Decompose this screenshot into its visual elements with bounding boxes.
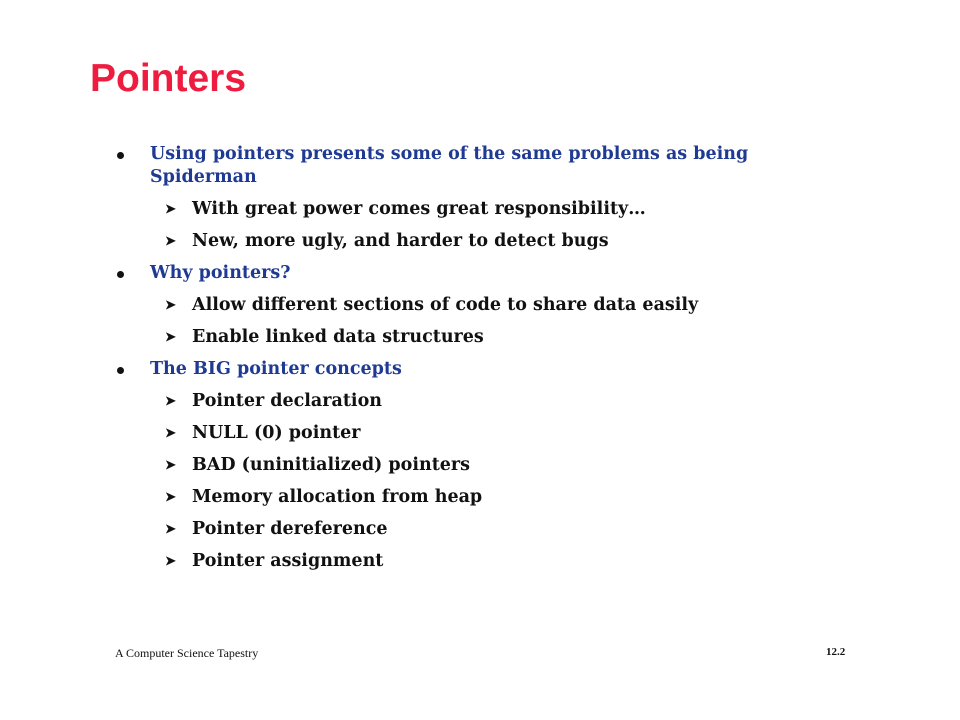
- arrowhead-bullet-icon: ➤: [165, 394, 176, 409]
- sub-bullet-text: BAD (uninitialized) pointers: [192, 455, 471, 475]
- sub-bullet-text: Pointer assignment: [192, 551, 384, 571]
- sub-bullet-text: Allow different sections of code to share data easily: [192, 295, 699, 315]
- sub-bullet-item: [115, 230, 855, 253]
- sub-bullet-item: [115, 422, 855, 445]
- bullet-item: [115, 262, 855, 285]
- arrowhead-bullet-icon: ➤: [165, 234, 176, 249]
- slide-title: Pointers: [90, 57, 247, 100]
- arrowhead-bullet-icon: ➤: [165, 330, 176, 345]
- slide-number: 12.2: [826, 646, 846, 658]
- footer-source: A Computer Science Tapestry: [115, 646, 259, 660]
- sub-bullet-item: [115, 486, 855, 509]
- bullet-text: The BIG pointer concepts: [150, 359, 402, 379]
- sub-bullet-text: Memory allocation from heap: [192, 487, 483, 507]
- arrowhead-bullet-icon: ➤: [165, 490, 176, 505]
- sub-bullet-text: With great power comes great responsibility…: [192, 199, 646, 219]
- sub-bullet-text: Enable linked data structures: [192, 327, 484, 347]
- sub-bullet-text: Pointer dereference: [192, 519, 388, 539]
- sub-bullet-item: [115, 550, 855, 573]
- round-bullet-icon: [117, 367, 124, 374]
- sub-bullet-item: [115, 390, 855, 413]
- sub-bullet-item: [115, 294, 855, 317]
- sub-bullet-item: [115, 454, 855, 477]
- sub-bullet-item: [115, 518, 855, 541]
- sub-bullet-item: [115, 326, 855, 349]
- bullet-text: Why pointers?: [150, 263, 291, 283]
- round-bullet-icon: [117, 271, 124, 278]
- arrowhead-bullet-icon: ➤: [165, 202, 176, 217]
- arrowhead-bullet-icon: ➤: [165, 298, 176, 313]
- sub-bullet-item: [115, 198, 855, 221]
- bullet-item: [115, 358, 855, 381]
- arrowhead-bullet-icon: ➤: [165, 522, 176, 537]
- sub-bullet-text: Pointer declaration: [192, 391, 382, 411]
- bullet-list: [115, 143, 855, 582]
- arrowhead-bullet-icon: ➤: [165, 458, 176, 473]
- sub-bullet-text: New, more ugly, and harder to detect bugs: [192, 231, 609, 251]
- round-bullet-icon: [117, 152, 124, 159]
- bullet-text: Using pointers presents some of the same problems as being Spiderman: [150, 144, 749, 187]
- arrowhead-bullet-icon: ➤: [165, 426, 176, 441]
- arrowhead-bullet-icon: ➤: [165, 554, 176, 569]
- sub-bullet-text: NULL (0) pointer: [192, 423, 361, 443]
- bullet-item: [115, 143, 855, 189]
